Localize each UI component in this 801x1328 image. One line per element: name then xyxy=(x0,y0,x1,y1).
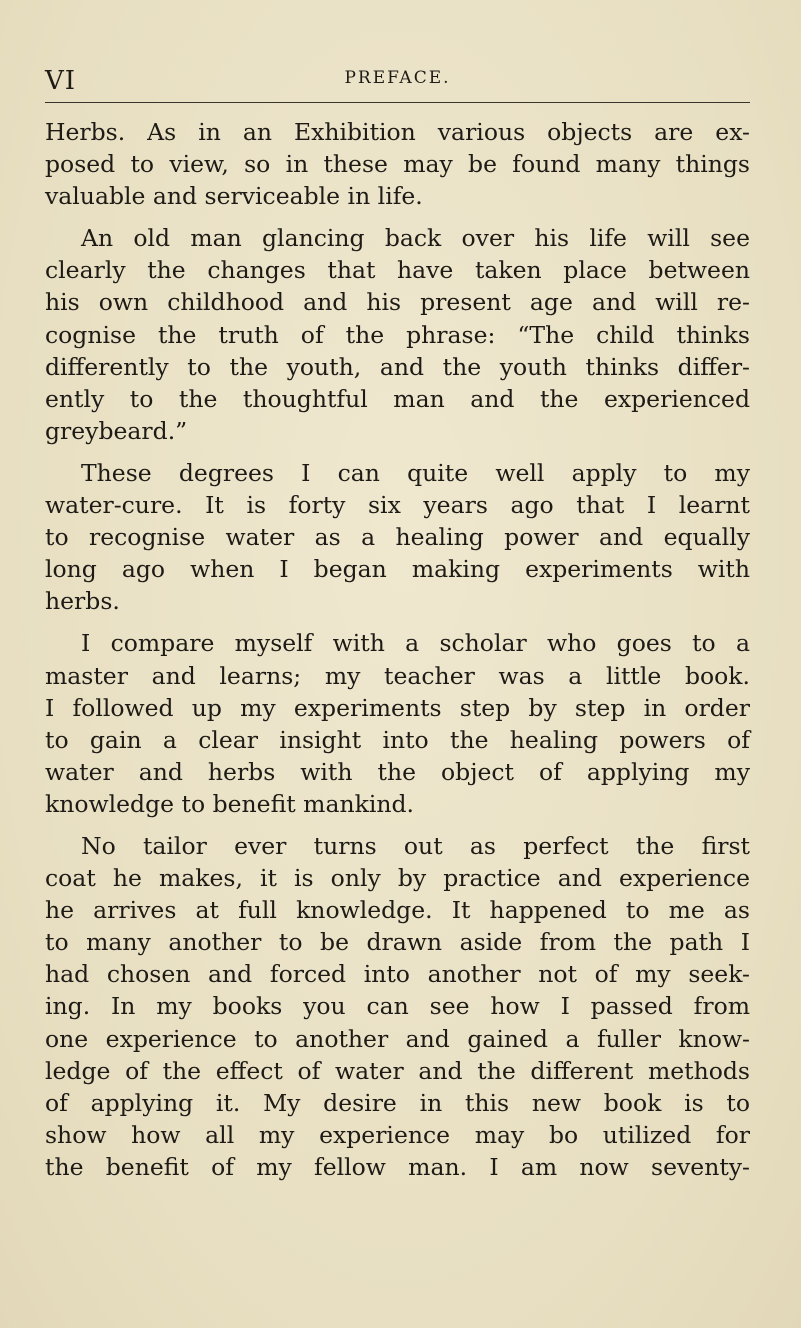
text-line: he arrives at full knowledge. It happened to me as xyxy=(45,896,750,925)
text-line: to many another to be drawn aside from the path I xyxy=(45,928,750,957)
text-line: These degrees I can quite well apply to my xyxy=(81,458,750,487)
text-line: to recognise water as a healing power and equally xyxy=(45,523,750,552)
text-line: the benefit of my fellow man. I am now seventy- xyxy=(45,1152,750,1181)
text-line: I followed up my experiments step by step in order xyxy=(45,693,750,722)
text-line: long ago when I began making experiments with xyxy=(45,555,750,584)
paragraph xyxy=(45,222,750,447)
text-line: An old man glancing back over his life will see xyxy=(81,224,750,253)
text-line: ently to the thoughtful man and the experienced xyxy=(45,384,750,413)
text-line: water-cure. It is forty six years ago that I learnt xyxy=(45,491,750,520)
text-line: coat he makes, it is only by practice and experience xyxy=(45,864,750,893)
text-line: Herbs. As in an Exhibition various objects are ex- xyxy=(45,118,750,146)
text-line: knowledge to benefit mankind. xyxy=(45,789,415,818)
text-line: ing. In my books you can see how I passed from xyxy=(45,992,750,1021)
paragraph xyxy=(45,627,750,820)
text-line: clearly the changes that have taken place between xyxy=(45,256,750,285)
text-line: cognise the truth of the phrase: “The child thinks xyxy=(45,320,750,349)
text-line: ledge of the effect of water and the different methods xyxy=(45,1056,750,1085)
text-line: one experience to another and gained a fuller know- xyxy=(45,1024,750,1053)
paragraph xyxy=(45,457,750,617)
text-line: water and herbs with the object of applying my xyxy=(45,757,750,786)
text-line: show how all my experience may bo utilized for xyxy=(45,1120,750,1149)
text-line: herbs. xyxy=(45,587,120,616)
text-line: greybeard.” xyxy=(45,416,188,445)
paragraph xyxy=(45,116,750,212)
page-number: VI xyxy=(45,66,77,96)
text-line: of applying it. My desire in this new book is to xyxy=(45,1088,750,1117)
text-line: I compare myself with a scholar who goes to a xyxy=(81,629,750,658)
text-line: valuable and serviceable in life. xyxy=(45,182,423,211)
text-line: his own childhood and his present age and will re- xyxy=(45,288,750,317)
paragraph xyxy=(45,830,750,1183)
text-line: posed to view, so in these may be found many things xyxy=(45,150,750,179)
text-line: differently to the youth, and the youth thinks differ- xyxy=(45,352,750,381)
text-line: No tailor ever turns out as perfect the first xyxy=(81,831,750,860)
body-text xyxy=(45,116,750,1193)
running-head: PREFACE. xyxy=(344,68,451,88)
text-line: to gain a clear insight into the healing powers of xyxy=(45,725,750,754)
page-header xyxy=(45,58,750,103)
text-line: had chosen and forced into another not of my seek- xyxy=(45,960,750,989)
text-line: master and learns; my teacher was a little book. xyxy=(45,661,750,690)
